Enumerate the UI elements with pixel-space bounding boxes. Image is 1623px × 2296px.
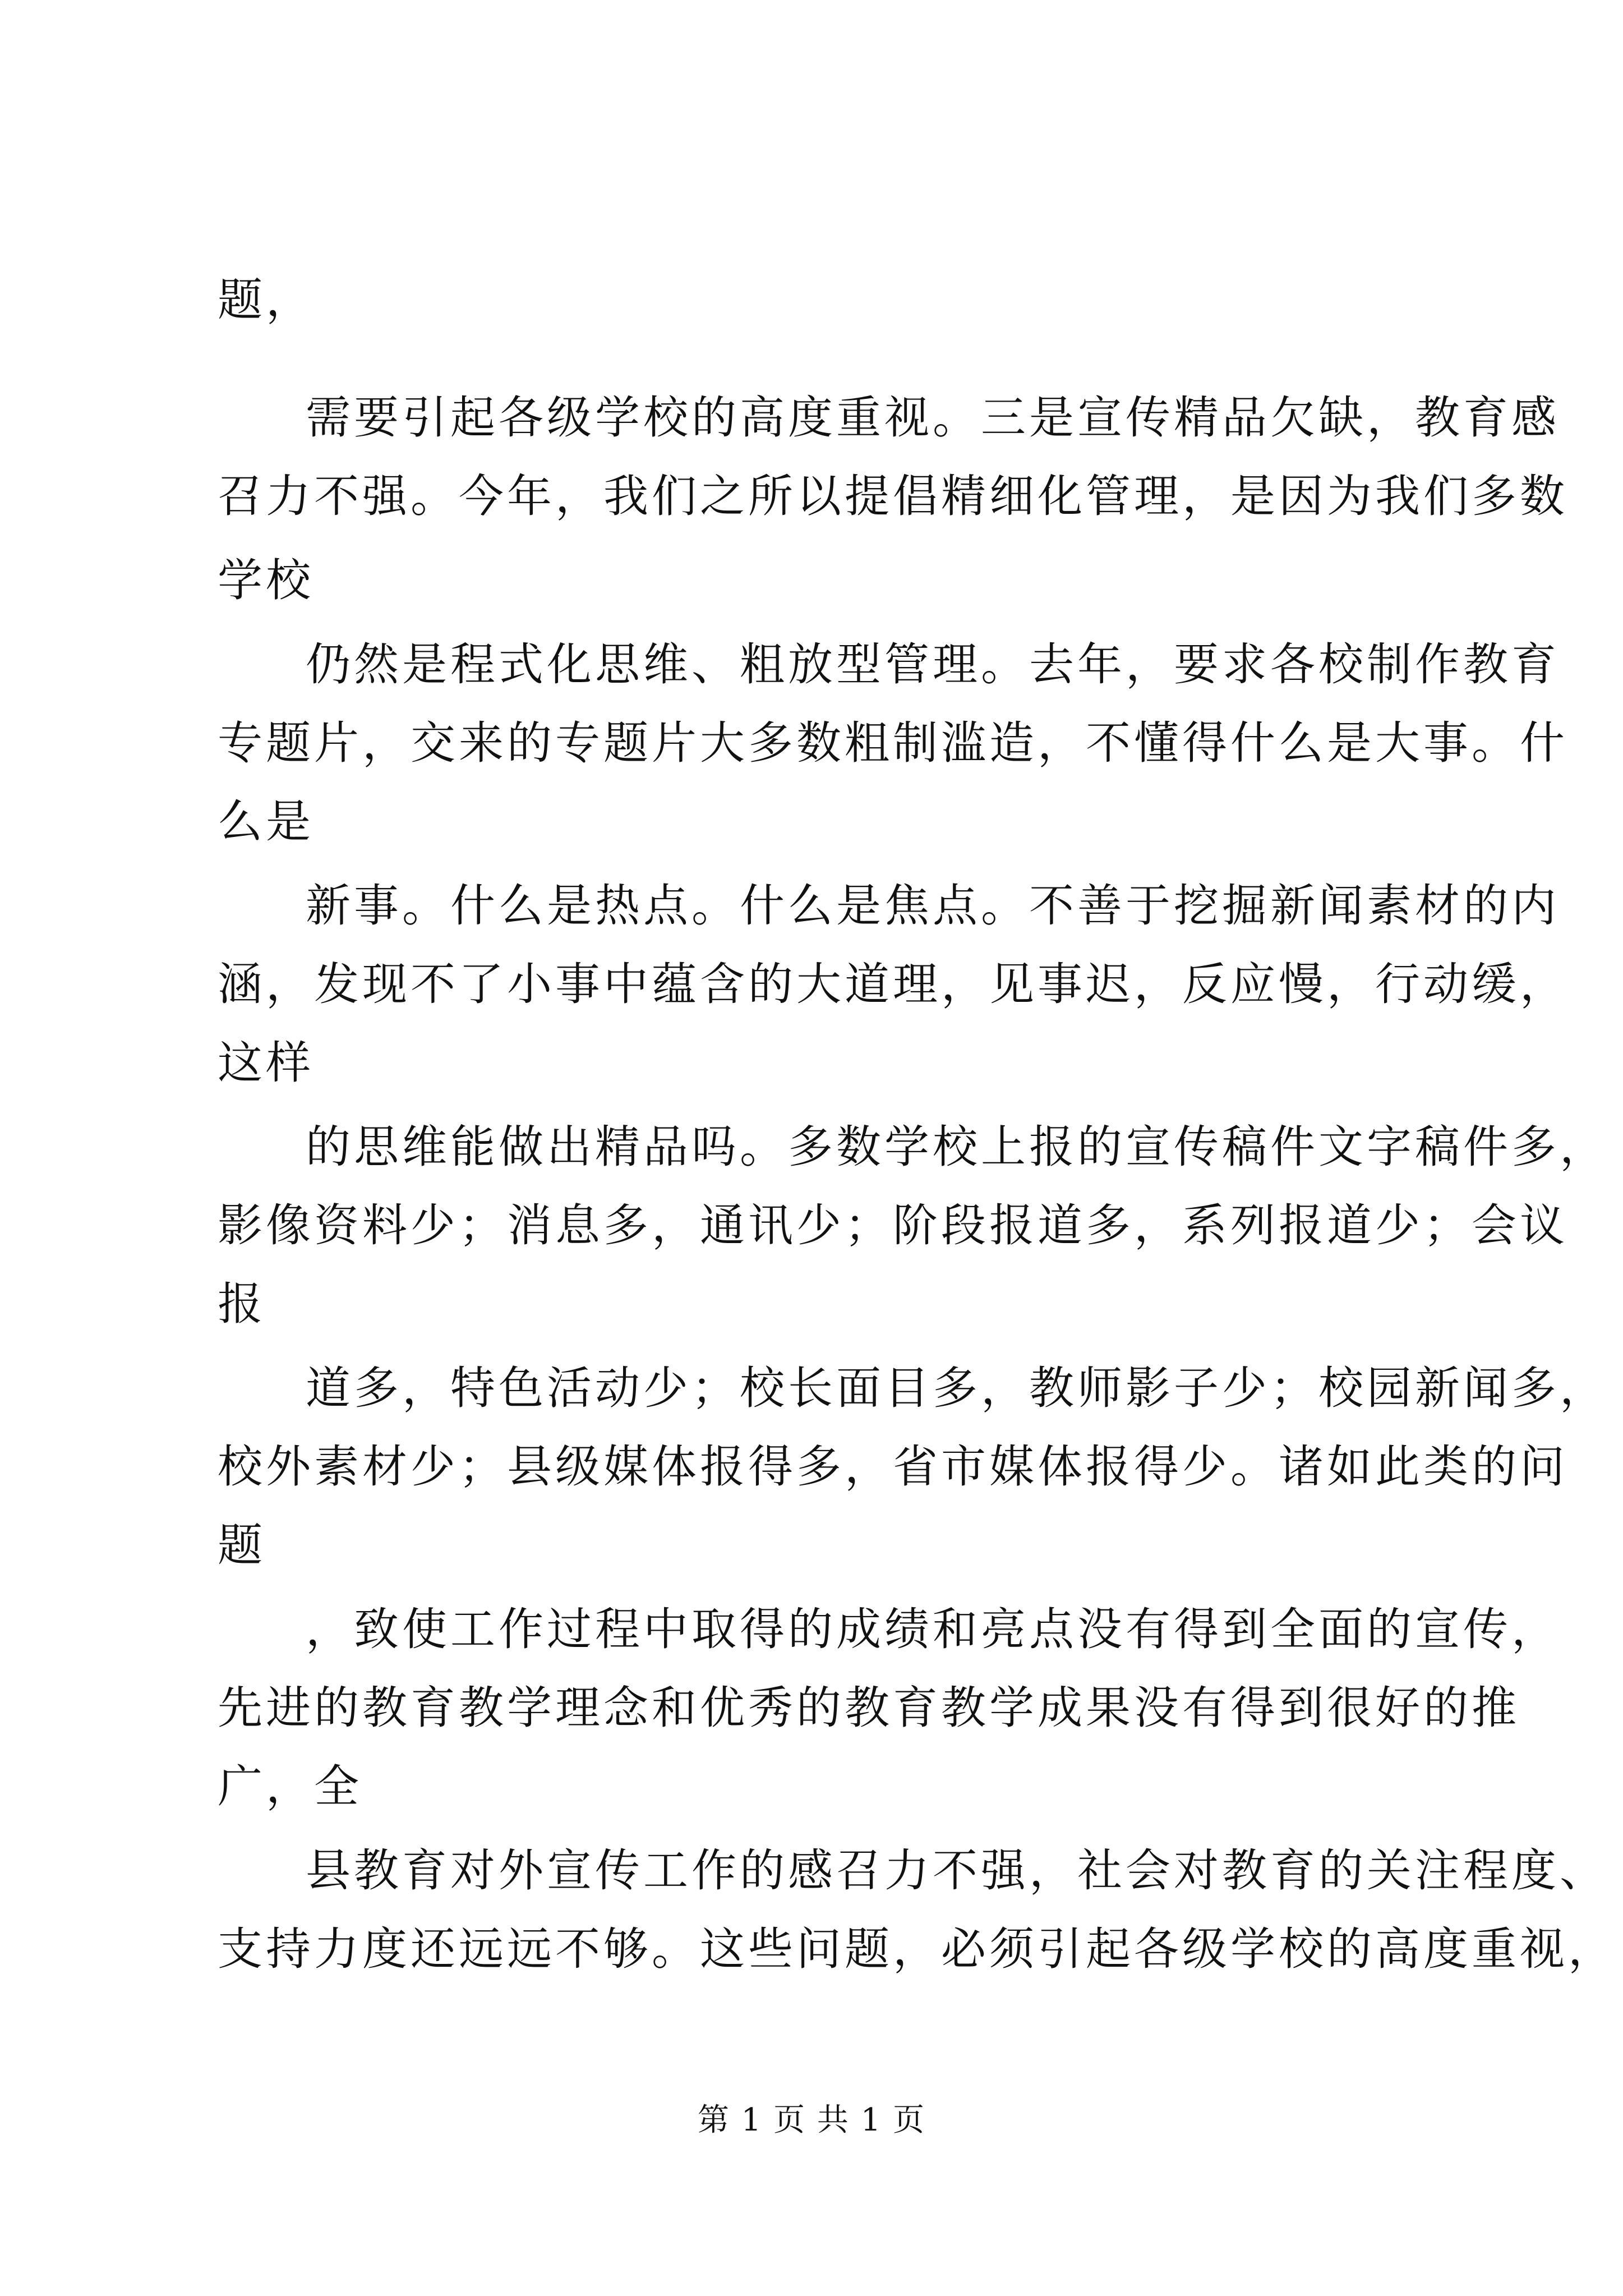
text-line-10: 这样 (218, 1037, 314, 1089)
page-number-footer: 第 1 页 共 1 页 (697, 2102, 926, 2138)
text-line-4: 学校 (218, 554, 314, 606)
text-line-18: 先进的教育教学理念和优秀的教育教学成果没有得到很好的推 (218, 1682, 1520, 1734)
text-line-21: 支持力度还远远不够。这些问题，必须引起各级学校的高度重视， (218, 1923, 1616, 1975)
text-line-5: 仍然是程式化思维、粗放型管理。去年，要求各校制作教育 (306, 638, 1560, 691)
text-line-17: ，致使工作过程中取得的成绩和亮点没有得到全面的宣传， (306, 1603, 1560, 1655)
text-line-16: 题 (218, 1519, 266, 1571)
text-line-20: 县教育对外宣传工作的感召力不强，社会对教育的关注程度、 (306, 1844, 1608, 1897)
text-line-3: 召力不强。今年，我们之所以提倡精细化管理，是因为我们多数 (218, 470, 1568, 522)
text-line-8: 新事。什么是热点。什么是焦点。不善于挖掘新闻素材的内 (306, 880, 1560, 932)
text-line-7: 么是 (218, 795, 314, 848)
text-line-11: 的思维能做出精品吗。多数学校上报的宣传稿件文字稿件多， (306, 1121, 1608, 1173)
text-line-9: 涵，发现不了小事中蕴含的大道理，见事迟，反应慢，行动缓， (218, 958, 1568, 1010)
text-line-1: 题， (218, 274, 314, 326)
text-line-12: 影像资料少；消息多，通讯少；阶段报道多，系列报道少；会议 (218, 1199, 1568, 1251)
text-line-2: 需要引起各级学校的高度重视。三是宣传精品欠缺，教育感 (306, 392, 1560, 444)
text-line-15: 校外素材少；县级媒体报得多，省市媒体报得少。诸如此类的问 (218, 1441, 1568, 1493)
text-line-13: 报 (218, 1278, 266, 1330)
text-line-19: 广，全 (218, 1760, 362, 1812)
text-line-6: 专题片，交来的专题片大多数粗制滥造，不懂得什么是大事。什 (218, 717, 1568, 769)
text-line-14: 道多，特色活动少；校长面目多，教师影子少；校园新闻多， (306, 1362, 1608, 1414)
